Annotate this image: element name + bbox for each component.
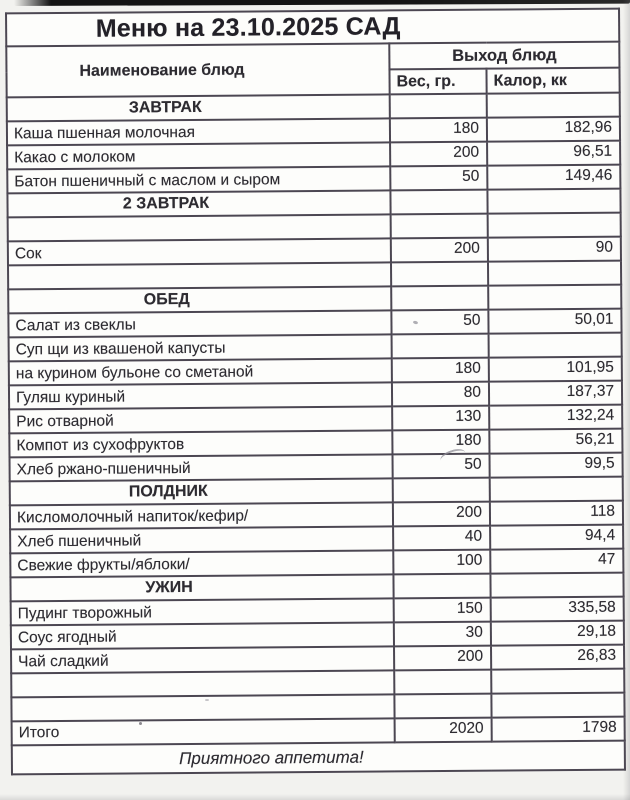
dish-name-cell: на курином бульоне со сметаной <box>9 358 392 385</box>
calories-cell <box>491 669 624 694</box>
calories-cell <box>490 573 623 598</box>
dish-name-cell: Соус ягодный <box>11 622 394 649</box>
calories-cell: 132,24 <box>489 405 622 430</box>
dish-name-cell: Каша пшенная молочная <box>7 118 390 145</box>
dish-name-cell: Хлеб пшеничный <box>10 526 393 553</box>
calories-cell: 26,83 <box>491 645 624 670</box>
menu-footer-row <box>12 741 625 775</box>
calories-cell: 99,5 <box>489 453 622 478</box>
dish-name-cell <box>8 262 391 289</box>
dish-name-cell: Рис отварной <box>9 406 392 433</box>
dish-name-cell: Чай сладкий <box>11 646 394 673</box>
calories-cell <box>488 213 621 238</box>
dish-name-cell: Кисломолочный напиток/кефир/ <box>10 502 393 529</box>
weight-cell: 30 <box>394 622 491 647</box>
menu-table-head <box>6 9 620 98</box>
weight-cell: 100 <box>393 550 490 575</box>
calories-cell <box>488 261 621 286</box>
calories-cell: 96,51 <box>487 141 620 166</box>
calories-cell: 47 <box>490 549 623 574</box>
calories-cell <box>490 477 623 502</box>
calories-cell: 90 <box>488 237 621 262</box>
calories-cell: 182,96 <box>487 117 620 142</box>
calories-cell: 29,18 <box>491 621 624 646</box>
dish-name-cell: Сок <box>8 238 391 265</box>
dish-name-cell: Компот из сухофруктов <box>9 430 392 457</box>
dish-name-cell <box>8 214 391 241</box>
weight-cell: 40 <box>393 526 490 551</box>
dish-name-cell: ОБЕД <box>8 286 391 313</box>
dish-name-cell: ЗАВТРАК <box>7 94 390 121</box>
weight-cell <box>390 94 487 119</box>
footer-message: Приятного аппетита! <box>12 741 625 775</box>
menu-title-row <box>6 9 619 47</box>
dish-name-cell: Итого <box>12 718 395 745</box>
calories-cell: 56,21 <box>489 429 622 454</box>
dish-name-cell: 2 ЗАВТРАК <box>7 190 390 217</box>
calories-cell: 50,01 <box>488 309 621 334</box>
weight-cell: 200 <box>393 502 490 527</box>
calories-cell: 94,4 <box>490 525 623 550</box>
weight-cell: 200 <box>394 646 491 671</box>
dish-name-cell: Какао с молоком <box>7 142 390 169</box>
weight-cell: 180 <box>392 358 489 383</box>
weight-cell: 50 <box>392 454 489 479</box>
dish-name-cell: Салат из свеклы <box>8 310 391 337</box>
weight-cell <box>393 478 490 503</box>
weight-cell <box>394 694 491 719</box>
calories-cell: 187,37 <box>489 381 622 406</box>
weight-cell <box>394 670 491 695</box>
weight-cell <box>390 190 487 215</box>
weight-cell: 50 <box>391 310 488 335</box>
calories-cell <box>487 93 620 118</box>
calories-cell: 1798 <box>492 717 625 742</box>
weight-cell: 200 <box>390 142 487 167</box>
scan-edge-artifact <box>14 0 630 6</box>
weight-cell: 130 <box>392 406 489 431</box>
weight-cell <box>392 334 489 359</box>
dish-name-cell <box>11 694 394 721</box>
dish-name-cell: ПОЛДНИК <box>10 478 393 505</box>
page-title: Меню на 23.10.2025 САД <box>6 9 619 47</box>
calories-cell <box>487 189 620 214</box>
dish-name-cell: Свежие фрукты/яблоки/ <box>10 550 393 577</box>
weight-cell: 180 <box>392 430 489 455</box>
dish-name-cell: Хлеб ржано-пшеничный <box>10 454 393 481</box>
menu-table-foot <box>12 741 625 775</box>
dish-name-cell: Батон пшеничный с маслом и сыром <box>7 166 390 193</box>
dish-name-cell <box>11 670 394 697</box>
dish-name-cell: Гуляш куриный <box>9 382 392 409</box>
calories-cell: 118 <box>490 501 623 526</box>
weight-cell <box>391 214 488 239</box>
weight-cell: 200 <box>391 238 488 263</box>
column-header-output-group: Выход блюд <box>389 42 619 70</box>
dish-name-cell: УЖИН <box>10 574 393 601</box>
calories-cell <box>488 285 621 310</box>
weight-cell: 50 <box>390 166 487 191</box>
dish-name-cell: Пудинг творожный <box>11 598 394 625</box>
weight-cell: 150 <box>394 598 491 623</box>
column-header-weight: Вес, гр. <box>389 69 486 95</box>
calories-cell <box>491 693 624 718</box>
calories-cell: 149,46 <box>487 165 620 190</box>
weight-cell <box>393 574 490 599</box>
column-header-dish-name: Наименование блюд <box>6 43 389 97</box>
menu-rows <box>7 93 625 746</box>
calories-cell: 101,95 <box>489 357 622 382</box>
calories-cell: 335,58 <box>491 597 624 622</box>
weight-cell: 180 <box>390 118 487 143</box>
menu-table <box>5 8 626 776</box>
weight-cell <box>391 262 488 287</box>
weight-cell: 80 <box>392 382 489 407</box>
menu-table-wrap <box>5 8 626 776</box>
weight-cell <box>391 286 488 311</box>
column-header-calories: Калор, кк <box>486 68 619 94</box>
dish-name-cell: Суп щи из квашеной капусты <box>9 334 392 361</box>
weight-cell: 2020 <box>395 718 492 743</box>
calories-cell <box>489 333 622 358</box>
